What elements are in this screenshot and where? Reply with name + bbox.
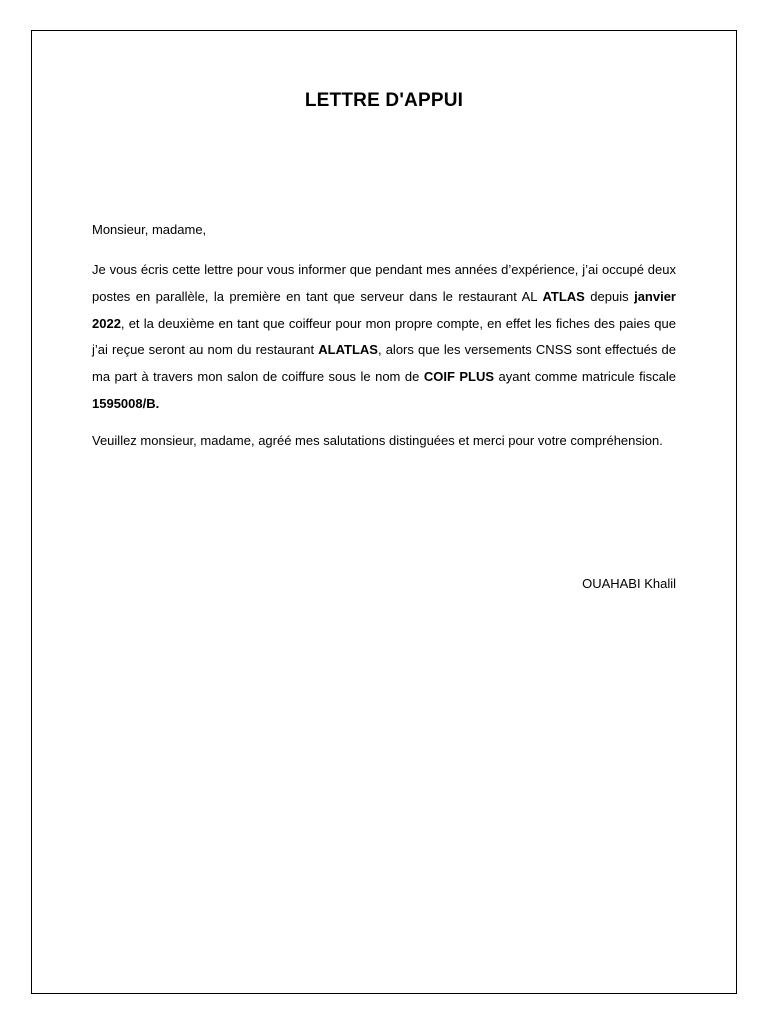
- page-border: [31, 30, 737, 994]
- body-paragraph-1: [92, 257, 676, 418]
- restaurant-name-payslip: ALATLAS: [318, 342, 378, 358]
- paragraph-text: depuis: [584, 288, 635, 304]
- paragraph-text: , alors que les versements CNSS sont effectués de ma part à travers mon salon de coiffure sous le nom de: [92, 342, 676, 385]
- paragraph-text: , et la deuxième en tant que coiffeur pour mon propre compte, en effet les fiches des paies que j’ai reçue seront au nom du restaurant: [92, 315, 676, 358]
- restaurant-name: ATLAS: [542, 288, 585, 304]
- salon-name: COIF PLUS: [423, 369, 495, 385]
- paragraph-text: Je vous écris cette lettre pour vous informer que pendant mes années d’expérience, j’ai occupé deux postes en parallèle, la première en tant que serveur dans le restaurant AL: [92, 262, 676, 304]
- letter-title: LETTRE D'APPUI: [304, 90, 464, 111]
- greeting: Monsieur, madame,: [92, 222, 207, 237]
- tax-id: 1595008/B.: [92, 395, 160, 411]
- start-date: janvier 2022: [92, 288, 676, 331]
- body-paragraph-2: Veuillez monsieur, madame, agréé mes salutations distinguées et merci pour votre compréhension.: [92, 433, 663, 448]
- signature: OUAHABI Khalil: [582, 576, 676, 591]
- paragraph-text: ayant comme matricule fiscale: [494, 369, 677, 385]
